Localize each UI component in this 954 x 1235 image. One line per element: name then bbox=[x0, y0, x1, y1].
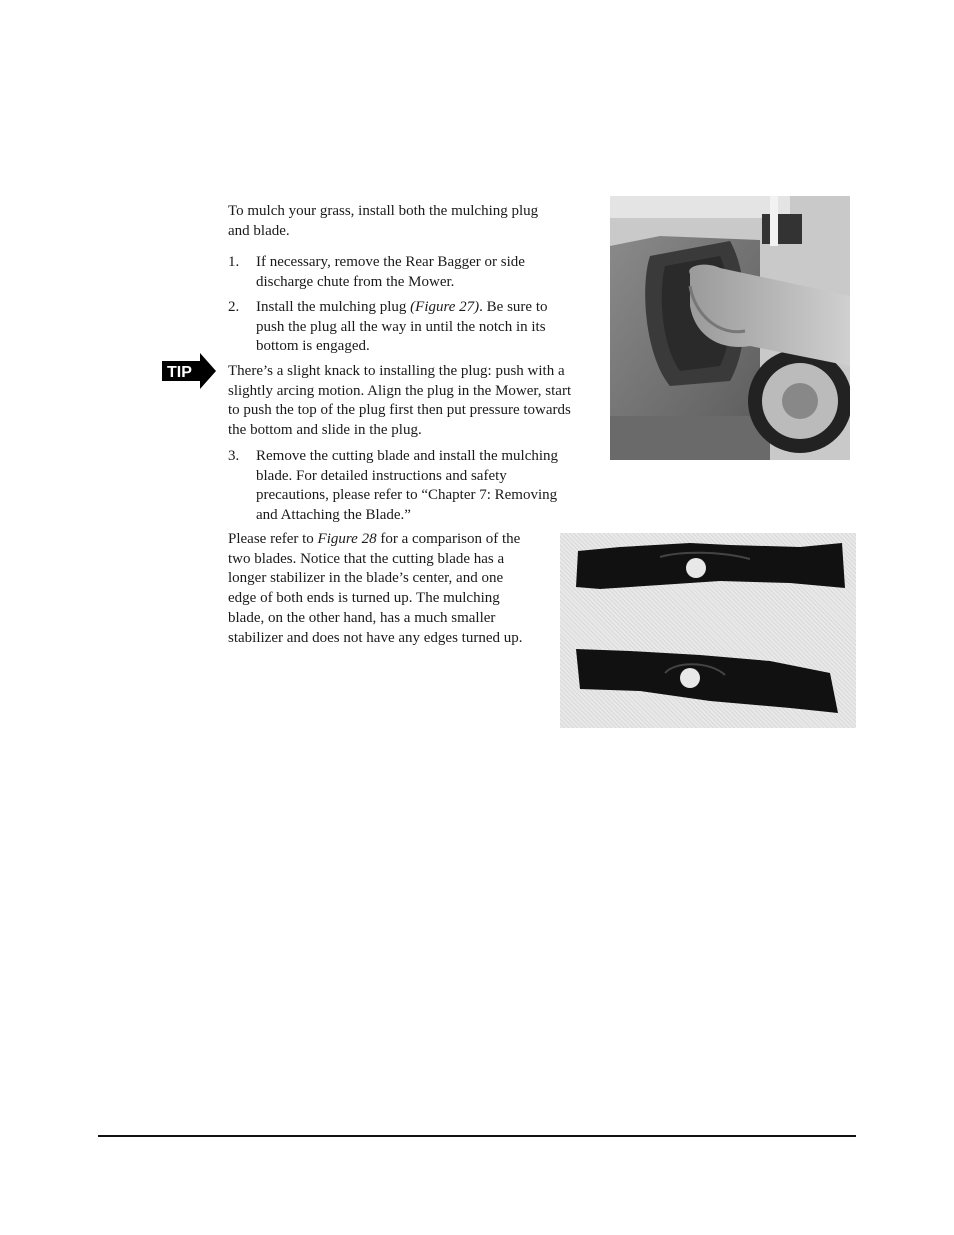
tip-text: There’s a slight knack to installing the plug: push with a slightly arcing motion. Align the plug in the Mower, start to push the top of the plug first then put pressure towards the bottom and slide in the plug. bbox=[228, 363, 572, 439]
intro-paragraph: To mulch your grass, install both the mulching plug and blade. bbox=[228, 203, 539, 239]
step-item-2 bbox=[228, 298, 573, 358]
step-number: 1. bbox=[228, 254, 240, 270]
blades-text-after: for a comparison of the two blades. Notice that the cutting blade has a longer stabilizer in the blade’s center, and one edge of both ends is turned up. The mulching blade, on the other hand, has a much smaller stabilizer and does not have any edges turned up. bbox=[228, 531, 523, 646]
step-number: 2. bbox=[228, 299, 240, 315]
footer-rule bbox=[98, 1135, 856, 1137]
blades-text-before: Please refer to bbox=[228, 531, 318, 547]
mulching-plug-photo bbox=[610, 196, 850, 460]
figure-28-reference: Figure 28 bbox=[317, 531, 377, 547]
blades-comparison-photo bbox=[560, 533, 856, 728]
tip-label: TIP bbox=[167, 364, 192, 381]
step-item-3 bbox=[228, 447, 573, 527]
step-item-1 bbox=[228, 253, 573, 295]
step-number: 3. bbox=[228, 448, 240, 464]
tip-badge bbox=[162, 353, 216, 389]
tip-arrow-icon bbox=[162, 353, 216, 389]
step-text: Remove the cutting blade and install the mulching blade. For detailed instructions and safety precautions, please refer to “Chapter 7: Removing and Attaching the Blade.” bbox=[256, 448, 559, 524]
figure-27-reference: (Figure 27) bbox=[410, 299, 480, 315]
blades-paragraph bbox=[228, 530, 533, 648]
step-text bbox=[256, 298, 572, 357]
step-text-after: . Be sure to push the plug all the way in until the notch in its bottom is engaged. bbox=[256, 299, 548, 355]
step-text-before: Install the mulching plug bbox=[256, 299, 411, 315]
step-text: If necessary, remove the Rear Bagger or side discharge chute from the Mower. bbox=[256, 254, 525, 290]
